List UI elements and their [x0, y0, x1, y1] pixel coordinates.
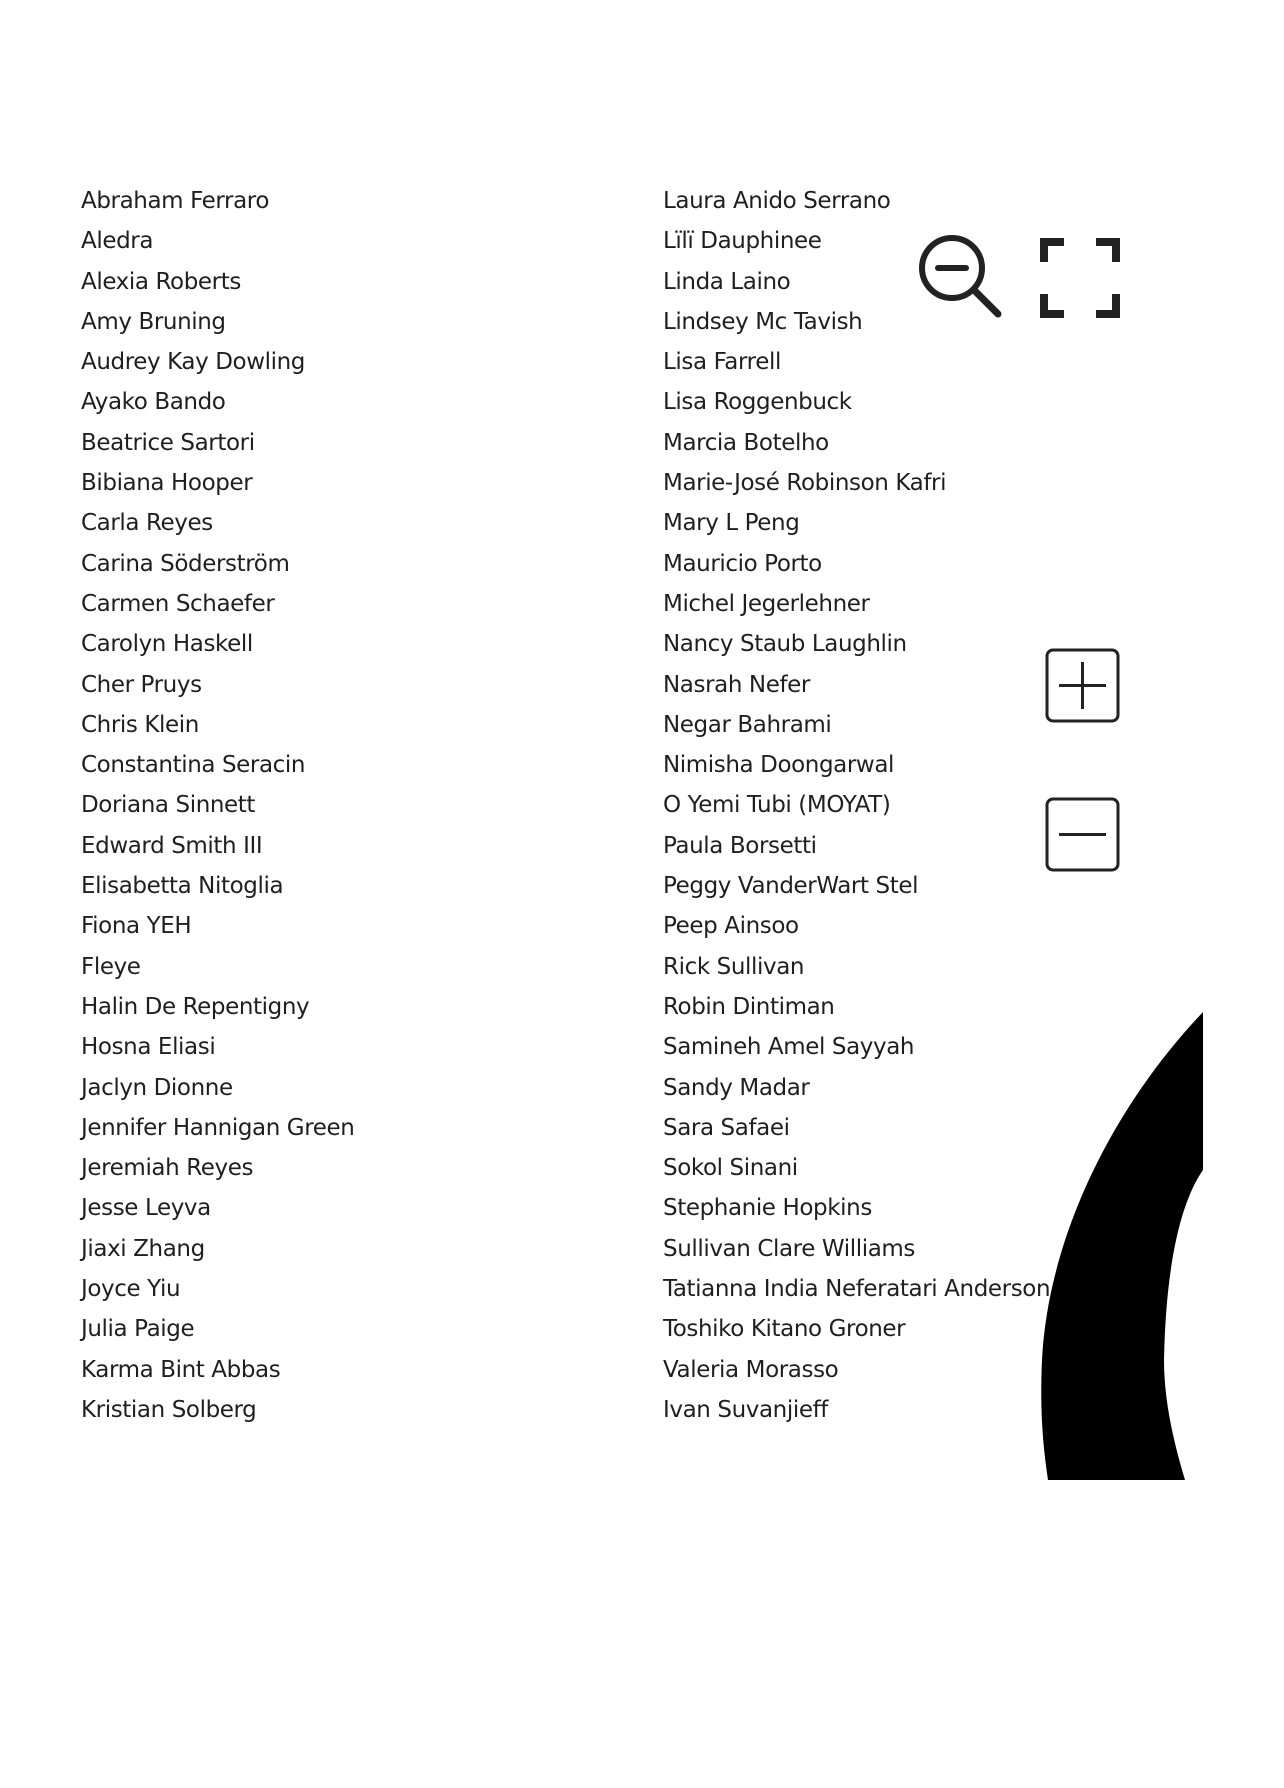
- list-item: Ivan Suvanjieff: [663, 1396, 828, 1423]
- list-item: Elisabetta Nitoglia: [81, 873, 284, 900]
- list-item: Stephanie Hopkins: [663, 1195, 872, 1222]
- list-item: Paula Borsetti: [663, 832, 817, 859]
- list-item: Peep Ainsoo: [663, 913, 799, 940]
- list-item: Nasrah Nefer: [663, 671, 810, 698]
- list-item: Michel Jegerlehner: [663, 590, 870, 617]
- list-item: Negar Bahrami: [663, 711, 832, 738]
- list-item: Valeria Morasso: [663, 1356, 839, 1383]
- list-item: Jaclyn Dionne: [81, 1074, 233, 1101]
- list-item: O Yemi Tubi (MOYAT): [663, 792, 891, 819]
- list-item: Constantina Seracin: [81, 752, 306, 779]
- list-item: Nancy Staub Laughlin: [663, 631, 907, 658]
- list-item: Lisa Roggenbuck: [663, 389, 852, 416]
- list-item: Tatianna India Neferatari Anderson: [663, 1276, 1051, 1303]
- list-item: Lisa Farrell: [663, 349, 781, 376]
- list-item: Nimisha Doongarwal: [663, 752, 895, 779]
- zoom-out-icon[interactable]: [916, 232, 1004, 320]
- list-item: Kristian Solberg: [81, 1396, 257, 1423]
- list-item: Halin De Repentigny: [81, 993, 310, 1020]
- decorative-arc: [1030, 1000, 1210, 1480]
- list-item: Mary L Peng: [663, 510, 800, 537]
- zoom-in-button[interactable]: [1045, 648, 1120, 723]
- list-item: Jeremiah Reyes: [81, 1155, 254, 1182]
- zoom-out-button[interactable]: [1045, 797, 1120, 872]
- list-item: Chris Klein: [81, 711, 199, 738]
- list-item: Samineh Amel Sayyah: [663, 1034, 915, 1061]
- list-item: Joyce Yiu: [81, 1276, 181, 1303]
- list-item: Carla Reyes: [81, 510, 213, 537]
- list-item: Laura Anido Serrano: [663, 188, 891, 214]
- list-item: Edward Smith III: [81, 832, 263, 859]
- name-column-left: [81, 181, 354, 1430]
- list-item: Sullivan Clare Williams: [663, 1235, 915, 1262]
- list-item: Carina Söderström: [81, 550, 290, 577]
- list-item: Carolyn Haskell: [81, 631, 253, 658]
- list-item: Peggy VanderWart Stel: [663, 873, 919, 900]
- list-item: Jesse Leyva: [81, 1195, 211, 1222]
- list-item: Robin Dintiman: [663, 993, 835, 1020]
- list-item: Fiona YEH: [81, 913, 192, 940]
- list-item: Jiaxi Zhang: [81, 1235, 205, 1262]
- plus-icon: [1045, 648, 1120, 723]
- list-item: Aledra: [81, 228, 154, 255]
- list-item: Alexia Roberts: [81, 268, 241, 295]
- list-item: Julia Paige: [81, 1316, 195, 1343]
- list-item: Mauricio Porto: [663, 550, 822, 577]
- fullscreen-icon[interactable]: [1040, 238, 1120, 318]
- list-item: Carmen Schaefer: [81, 590, 275, 617]
- list-item: Rick Sullivan: [663, 953, 805, 980]
- list-item: Karma Bint Abbas: [81, 1356, 281, 1383]
- list-item: Lindsey Mc Tavish: [663, 308, 863, 335]
- minus-icon: [1045, 797, 1120, 872]
- list-item: Fleye: [81, 953, 141, 980]
- list-item: Bibiana Hooper: [81, 470, 253, 497]
- list-item: Linda Laino: [663, 268, 791, 295]
- list-item: Doriana Sinnett: [81, 792, 256, 819]
- list-item: Amy Bruning: [81, 308, 226, 335]
- list-item: Toshiko Kitano Groner: [663, 1316, 906, 1343]
- list-item: Sandy Madar: [663, 1074, 810, 1101]
- list-item: Sokol Sinani: [663, 1155, 798, 1182]
- list-item: Jennifer Hannigan Green: [81, 1114, 355, 1141]
- list-item: Hosna Eliasi: [81, 1034, 216, 1061]
- list-item: Marcia Botelho: [663, 429, 829, 456]
- list-item: Beatrice Sartori: [81, 429, 255, 456]
- name-column-right: [663, 181, 1050, 1430]
- list-item: Marie-José Robinson Kafri: [663, 470, 947, 497]
- list-item: Cher Pruys: [81, 671, 202, 698]
- list-item: Lïlï Dauphinee: [663, 228, 822, 255]
- list-item: Sara Safaei: [663, 1114, 790, 1141]
- list-item: Audrey Kay Dowling: [81, 349, 305, 376]
- list-item: Abraham Ferraro: [81, 188, 270, 214]
- list-item: Ayako Bando: [81, 389, 226, 416]
